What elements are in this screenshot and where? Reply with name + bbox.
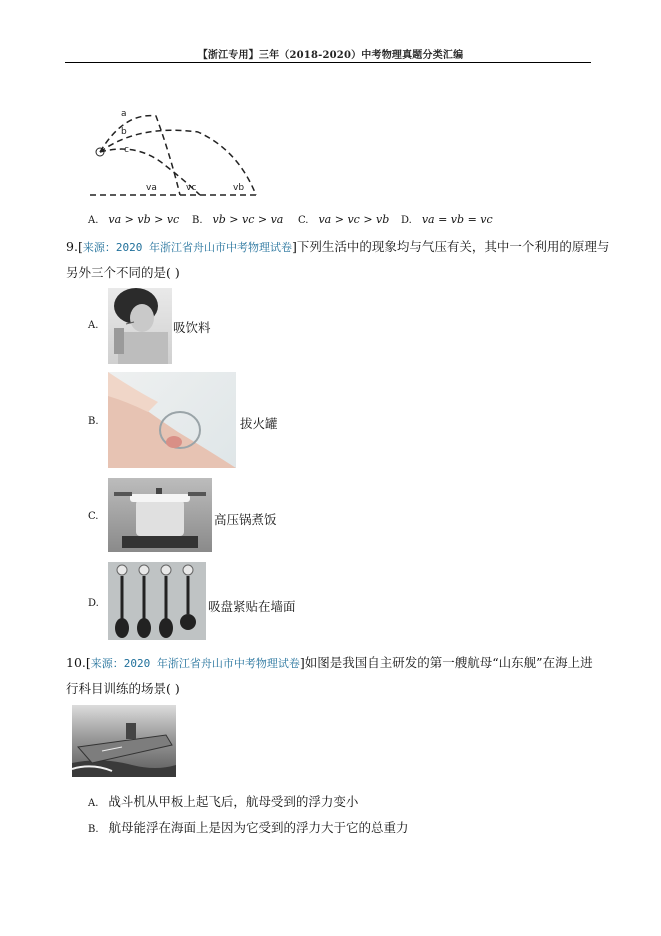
trajectory-figure xyxy=(88,104,260,198)
header-divider xyxy=(65,62,591,63)
q9-option-b-letter: B. xyxy=(88,416,99,427)
q9-option-a-letter: A. xyxy=(88,320,99,331)
label-vb: vb xyxy=(233,183,245,193)
aircraft-carrier-photo xyxy=(72,705,176,777)
q9-stem-line1: 9.[来源：2020 年浙江省舟山市中考物理试卷]下列生活中的现象均与气压有关，其中一个利用的原理与 xyxy=(66,239,610,254)
page-header: 【浙江专用】三年（2018-2020）中考物理真题分类汇编 xyxy=(197,50,464,61)
trajectory-a xyxy=(100,116,180,195)
q10-source: 来源：2020 年浙江省舟山市中考物理试卷 xyxy=(90,657,300,670)
label-va: va xyxy=(146,183,157,193)
label-a: a xyxy=(121,109,127,119)
q10-option-a: A. 战斗机从甲板上起飞后，航母受到的浮力变小 xyxy=(88,794,359,809)
cupping-photo xyxy=(108,372,236,468)
label-c: c xyxy=(124,145,129,155)
q9-option-c-letter: C. xyxy=(88,511,99,522)
q8-option-a: A. va > vb > vc xyxy=(88,213,180,226)
q8-option-b: B. vb > vc > va xyxy=(192,213,284,226)
drinking-photo xyxy=(108,288,172,364)
label-b: b xyxy=(121,127,127,137)
suction-hooks-photo xyxy=(108,562,206,640)
q9-option-a-text: 吸饮料 xyxy=(173,320,211,335)
q9-source: 来源：2020 年浙江省舟山市中考物理试卷 xyxy=(82,241,292,254)
q10-stem-line2: 行科目训练的场景( ) xyxy=(66,681,180,696)
q10-stem-line1: 10.[来源：2020 年浙江省舟山市中考物理试卷]如图是我国自主研发的第一艘航母“山东舰”在海上进 xyxy=(66,655,593,670)
q8-option-d: D. va = vb = vc xyxy=(401,213,493,226)
q10-option-b: B. 航母能浮在海面上是因为它受到的浮力大于它的总重力 xyxy=(88,820,409,835)
q9-option-b-text: 拔火罐 xyxy=(240,416,278,431)
q9-option-c-text: 高压锅煮饭 xyxy=(214,512,277,527)
q9-option-d-letter: D. xyxy=(88,598,99,609)
label-vc: vc xyxy=(186,183,197,193)
q8-option-c: C. va > vc > vb xyxy=(298,213,390,226)
q9-stem-line2: 另外三个不同的是( ) xyxy=(66,265,180,280)
q9-option-d-text: 吸盘紧贴在墙面 xyxy=(208,599,296,614)
pressure-cooker-photo xyxy=(108,478,212,552)
